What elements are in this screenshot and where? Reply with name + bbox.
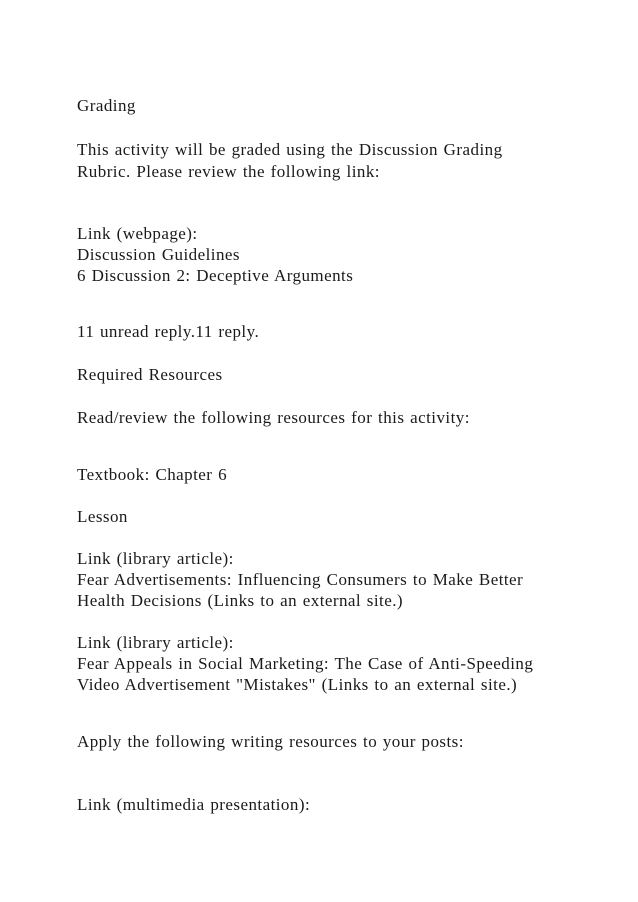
required-resources-intro: Read/review the following resources for this activity: [77, 408, 470, 427]
link-type-library-article-1: Link (library article): [77, 549, 234, 568]
required-resources-heading: Required Resources [77, 365, 223, 384]
grading-heading: Grading [77, 96, 136, 115]
discussion-title[interactable]: 6 Discussion 2: Deceptive Arguments [77, 266, 354, 285]
grading-text-line-2: Rubric. Please review the following link: [77, 162, 380, 181]
link-fear-advertisements-line-2[interactable]: Health Decisions (Links to an external site.) [77, 591, 404, 610]
lesson-label[interactable]: Lesson [77, 507, 128, 526]
link-fear-advertisements-line-1[interactable]: Fear Advertisements: Influencing Consumers to Make Better [77, 570, 524, 589]
link-fear-appeals-line-1[interactable]: Fear Appeals in Social Marketing: The Case of Anti-Speeding [77, 654, 534, 673]
link-discussion-guidelines[interactable]: Discussion Guidelines [77, 245, 240, 264]
textbook-reference: Textbook: Chapter 6 [77, 465, 228, 484]
link-type-webpage: Link (webpage): [77, 224, 198, 243]
writing-resources-intro: Apply the following writing resources to your posts: [77, 732, 464, 751]
link-type-multimedia: Link (multimedia presentation): [77, 795, 311, 814]
link-type-library-article-2: Link (library article): [77, 633, 234, 652]
grading-text-line-1: This activity will be graded using the Discussion Grading [77, 140, 503, 159]
link-fear-appeals-line-2[interactable]: Video Advertisement "Mistakes" (Links to an external site.) [77, 675, 518, 694]
reply-status: 11 unread reply.11 reply. [77, 322, 260, 341]
